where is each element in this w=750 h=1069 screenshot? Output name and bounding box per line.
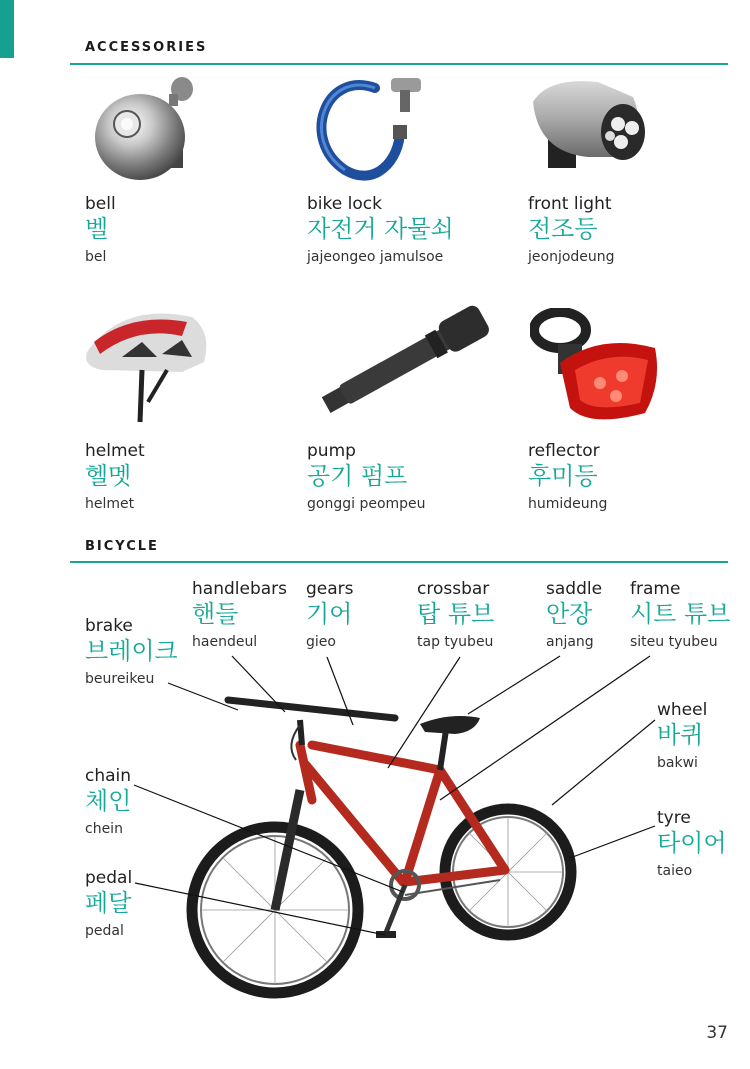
- english-term: wheel: [657, 700, 708, 720]
- english-term: bell: [85, 194, 116, 214]
- bicycle-part-label-brake: [85, 617, 178, 687]
- bicycle-part-label-handlebars: [192, 580, 287, 650]
- section-title-bicycle: BICYCLE: [85, 539, 159, 554]
- romanization: beureikeu: [85, 671, 155, 688]
- korean-term: 후미등: [528, 461, 598, 490]
- english-term: saddle: [546, 579, 603, 599]
- bicycle-part-label-wheel: [657, 701, 707, 771]
- romanization: gonggi peompeu: [307, 496, 426, 513]
- bicycle-part-label-gears: [306, 580, 354, 650]
- english-term: reflector: [528, 441, 600, 461]
- romanization: bel: [85, 249, 107, 266]
- romanization: jeonjodeung: [528, 249, 615, 266]
- romanization: chein: [85, 821, 123, 838]
- english-term: chain: [85, 766, 132, 786]
- romanization: gieo: [306, 634, 336, 651]
- korean-term: 기어: [306, 599, 353, 628]
- romanization: haendeul: [192, 634, 258, 651]
- bicycle-part-label-saddle: [546, 580, 602, 650]
- english-term: crossbar: [417, 579, 490, 599]
- english-term: brake: [85, 616, 133, 636]
- romanization: taieo: [657, 863, 693, 880]
- page-number: 37: [706, 1023, 728, 1043]
- korean-term: 전조등: [528, 214, 598, 243]
- bicycle-part-label-pedal: [85, 869, 132, 939]
- romanization: tap tyubeu: [417, 634, 494, 651]
- romanization: jajeongeo jamulsoe: [307, 249, 444, 266]
- section-title-accessories: ACCESSORIES: [85, 40, 208, 55]
- korean-term: 체인: [85, 786, 132, 815]
- english-term: tyre: [657, 808, 691, 828]
- romanization: anjang: [546, 634, 594, 651]
- korean-term: 브레이크: [85, 636, 178, 665]
- korean-term: 공기 펌프: [307, 461, 408, 490]
- english-term: handlebars: [192, 579, 287, 599]
- romanization: helmet: [85, 496, 135, 513]
- english-term: pump: [307, 441, 356, 461]
- english-term: front light: [528, 194, 612, 214]
- romanization: pedal: [85, 923, 124, 940]
- korean-term: 자전거 자물쇠: [307, 214, 454, 243]
- english-term: pedal: [85, 868, 133, 888]
- korean-term: 탑 튜브: [417, 599, 495, 628]
- bicycle-part-label-tyre: [657, 809, 727, 879]
- korean-term: 핸들: [192, 599, 239, 628]
- romanization: bakwi: [657, 755, 698, 772]
- korean-term: 시트 튜브: [630, 599, 731, 628]
- korean-term: 안장: [546, 599, 593, 628]
- korean-term: 벨: [85, 214, 109, 243]
- romanization: siteu tyubeu: [630, 634, 718, 651]
- romanization: humideung: [528, 496, 608, 513]
- english-term: helmet: [85, 441, 145, 461]
- korean-term: 페달: [85, 888, 132, 917]
- english-term: frame: [630, 579, 681, 599]
- english-term: gears: [306, 579, 354, 599]
- english-term: bike lock: [307, 194, 382, 214]
- korean-term: 헬멧: [85, 461, 132, 490]
- korean-term: 타이어: [657, 828, 727, 857]
- korean-term: 바퀴: [657, 720, 704, 749]
- bicycle-part-label-frame: [630, 580, 730, 650]
- bicycle-part-label-chain: [85, 767, 131, 837]
- bicycle-part-label-crossbar: [417, 580, 494, 650]
